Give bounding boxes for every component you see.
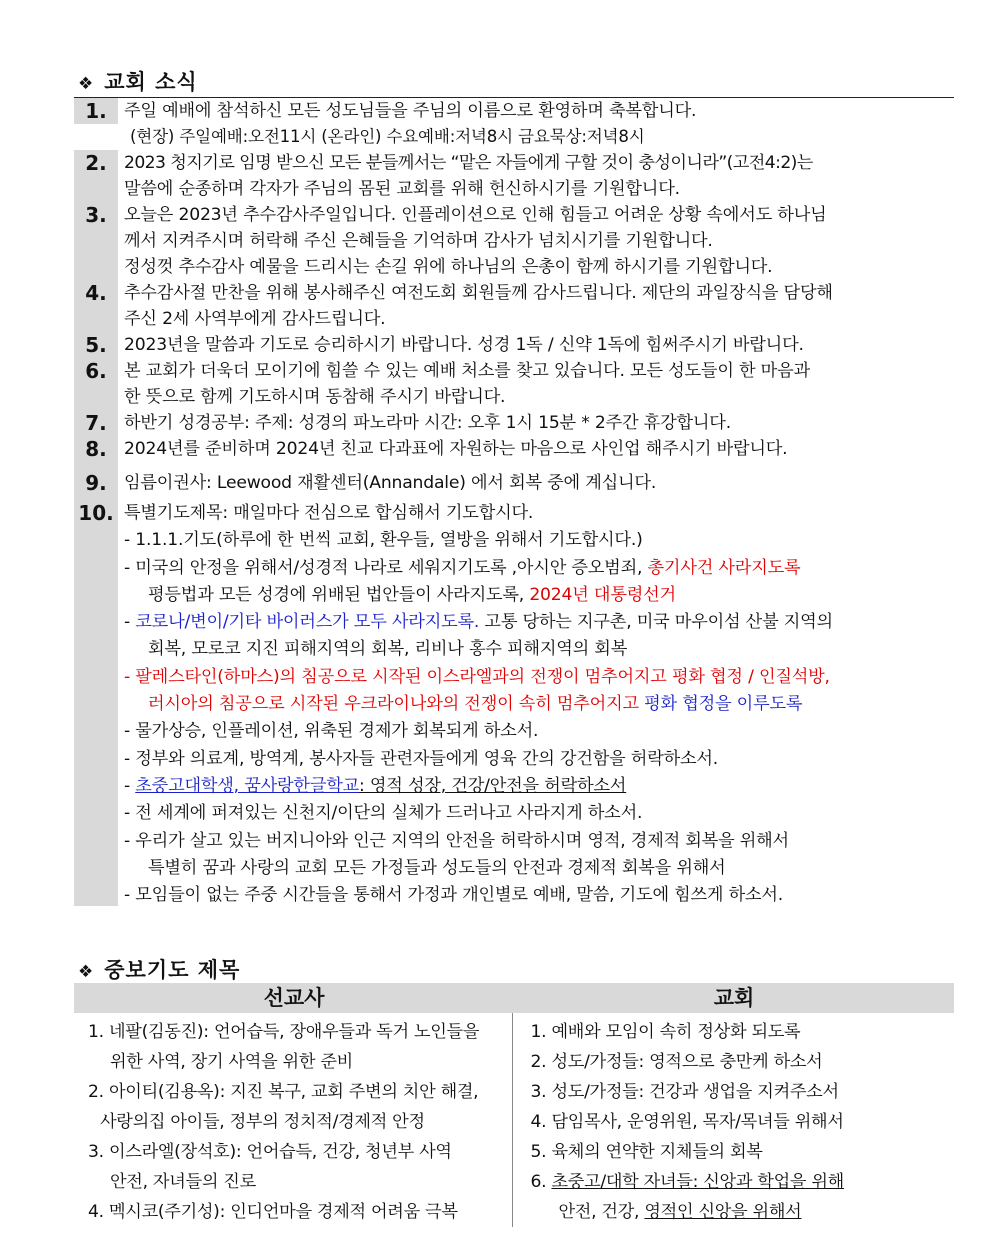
item-text: 께서 지켜주시며 허락해 주신 은혜들을 기억하며 감사가 넘치시기를 기원합니다. — [124, 231, 713, 251]
list-item: 1. 네팔(김동진): 언어습득, 장애우들과 독거 노인들을 — [88, 1022, 480, 1042]
prayer-point-cont: 러시아의 침공으로 시작된 우크라이나와의 전쟁이 속히 멈추어지고 평화 협정을 이루도록 — [148, 694, 803, 715]
list-item: 4. 담임목사, 운영위원, 목자/목녀들 위해서 — [530, 1112, 844, 1132]
church-column — [513, 1013, 955, 1227]
list-item: 5. 육체의 연약한 지체들의 회복 — [530, 1142, 763, 1162]
item-text: 2023년을 말씀과 기도로 승리하시기 바랍니다. 성경 1독 / 신약 1독에 힘써주시기 바랍니다. — [124, 335, 804, 355]
item-number: 4. — [74, 280, 118, 332]
list-item: 사랑의집 아이들, 정부의 정치적/경제적 안정 — [100, 1112, 425, 1132]
table-header — [74, 983, 954, 1013]
prayer-point: - 물가상승, 인플레이션, 위축된 경제가 회복되게 하소서. — [124, 721, 539, 742]
item-number: 9. — [74, 466, 118, 500]
item-text: 2024년를 준비하며 2024년 친교 다과표에 자원하는 마음으로 사인업 해주시기 바랍니다. — [124, 439, 788, 459]
item-number: 8. — [74, 436, 118, 466]
prayer-point-cont: 특별히 꿈과 사랑의 교회 모든 가정들과 성도들의 안전과 경제적 회복을 위해서 — [148, 857, 726, 878]
intercessory-title: 중보기도 제목 — [104, 958, 241, 982]
list-item: 안전, 건강, 영적인 신앙을 위해서 — [558, 1202, 802, 1222]
missionary-column — [74, 1013, 513, 1227]
prayer-point: - 우리가 살고 있는 버지니아와 인근 지역의 안전을 허락하시며 영적, 경제적 회복을 위해서 — [124, 830, 789, 851]
header-church: 교회 — [713, 986, 755, 1010]
item-text: (현장) 주일예배:오전11시 (온라인) 수요예배:저녁8시 금요묵상:저녁8시 — [130, 127, 645, 146]
prayer-point: - 코로나/변이/기타 바이러스가 모두 사라지도록. 고통 당하는 지구촌, 미국 마우이섬 산불 지역의 — [124, 612, 833, 633]
prayer-point: - 전 세계에 퍼져있는 신천지/이단의 실체가 드러나고 사라지게 하소서. — [124, 803, 643, 824]
item-number: 5. — [74, 332, 118, 358]
item-number: 6. — [74, 358, 118, 410]
intercessory-heading — [78, 954, 240, 984]
church-news-heading — [78, 66, 198, 96]
prayer-point-cont: 평등법과 모든 성경에 위배된 법안들이 사라지도록, 2024년 대통령선거 — [148, 584, 676, 605]
list-item — [74, 436, 954, 466]
item-text: 정성껏 추수감사 예물을 드리시는 손길 위에 하나님의 은총이 함께 하시기를 기원합니다. — [124, 257, 773, 277]
list-item — [74, 332, 954, 358]
item-text: 추수감사절 만찬을 위해 봉사해주신 여전도회 회원들께 감사드립니다. 제단의 과일장식을 담당해 — [124, 283, 833, 303]
item-text: 오늘은 2023년 추수감사주일입니다. 인플레이션으로 인해 힘들고 어려운 상황 속에서도 하나님 — [124, 205, 827, 225]
item-text: 한 뜻으로 함께 기도하시며 동참해 주시기 바랍니다. — [124, 387, 506, 407]
list-item: 3. 성도/가정들: 건강과 생업을 지켜주소서 — [530, 1082, 839, 1102]
item-text: 특별기도제목: 매일마다 전심으로 합심해서 기도합시다. — [124, 503, 534, 523]
item-number: 3. — [74, 202, 118, 280]
diamond-bullet-icon: ❖ — [78, 74, 95, 94]
item-text: 본 교회가 더욱더 모이기에 힘쓸 수 있는 예배 처소를 찾고 있습니다. 모든 성도들이 한 마음과 — [124, 361, 810, 381]
item-text: 말씀에 순종하며 각자가 주님의 몸된 교회를 위해 헌신하시기를 기원합니다. — [124, 179, 680, 199]
prayer-point: - 정부와 의료계, 방역계, 봉사자들 관련자들에게 영육 간의 강건함을 허락하소서. — [124, 748, 719, 769]
prayer-point: - 모임들이 없는 주중 시간들을 통해서 가정과 개인별로 예배, 말씀, 기도에 힘쓰게 하소서. — [124, 885, 784, 906]
list-item: 안전, 자녀들의 진로 — [110, 1172, 256, 1192]
item-text: 주신 2세 사역부에게 감사드립니다. — [124, 309, 386, 329]
item-number: 10. — [74, 500, 118, 906]
list-item — [74, 500, 954, 909]
prayer-point-cont: 회복, 모로코 지진 피해지역의 회복, 리비나 홍수 피해지역의 회복 — [148, 639, 628, 660]
prayer-point: - 1.1.1.기도(하루에 한 번씩 교회, 환우들, 열방을 위해서 기도합시다.) — [124, 530, 643, 551]
item-number: 1. — [74, 98, 118, 124]
list-item: 1. 예배와 모임이 속히 정상화 되도록 — [530, 1022, 801, 1042]
list-item — [74, 150, 954, 202]
list-item: 4. 멕시코(주기성): 인디언마을 경제적 어려움 극복 — [88, 1202, 458, 1222]
list-item — [74, 98, 954, 150]
list-item: 2. 아이티(김용옥): 지진 복구, 교회 주변의 치안 해결, — [88, 1082, 479, 1102]
list-item: 3. 이스라엘(장석호): 언어습득, 건강, 청년부 사역 — [88, 1142, 452, 1162]
diamond-bullet-icon: ❖ — [78, 962, 95, 982]
list-item — [74, 410, 954, 436]
item-text: 하반기 성경공부: 주제: 성경의 파노라마 시간: 오후 1시 15분 * 2주간 휴강합니다. — [124, 413, 731, 433]
intercessory-table — [74, 983, 954, 1227]
list-item: 6. 초중고/대학 자녀들: 신앙과 학업을 위해 — [530, 1172, 844, 1192]
item-number: 2. — [74, 150, 118, 202]
list-item — [74, 358, 954, 410]
item-text: 2023 청지기로 임명 받으신 모든 분들께서는 “맡은 자들에게 구할 것이 충성이니라”(고전4:2)는 — [124, 153, 813, 173]
church-news-title: 교회 소식 — [104, 70, 198, 94]
prayer-point: - 미국의 안정을 위해서/성경적 나라로 세워지기도록 ,아시안 증오범죄, 총기사건 사라지도록 — [124, 557, 801, 578]
list-item — [74, 202, 954, 280]
header-missionaries: 선교사 — [263, 986, 325, 1010]
list-item — [74, 466, 954, 500]
item-text: 임름이권사: Leewood 재활센터(Annandale) 에서 회복 중에 계십니다. — [124, 473, 657, 493]
list-item: 위한 사역, 장기 사역을 위한 준비 — [110, 1052, 353, 1072]
item-text: 주일 예배에 참석하신 모든 성도님들을 주님의 이름으로 환영하며 축복합니다. — [124, 101, 697, 121]
item-number: 7. — [74, 410, 118, 436]
list-item — [74, 280, 954, 332]
prayer-point: - 팔레스타인(하마스)의 침공으로 시작된 이스라엘과의 전쟁이 멈추어지고 평화 협정 / 인질석방, — [124, 666, 830, 687]
church-news-list — [74, 98, 954, 909]
list-item: 2. 성도/가정들: 영적으로 충만케 하소서 — [530, 1052, 823, 1072]
prayer-point: - 초중고대학생, 꿈사랑한글학교: 영적 성장, 건강/안전을 허락하소서 — [124, 775, 627, 796]
